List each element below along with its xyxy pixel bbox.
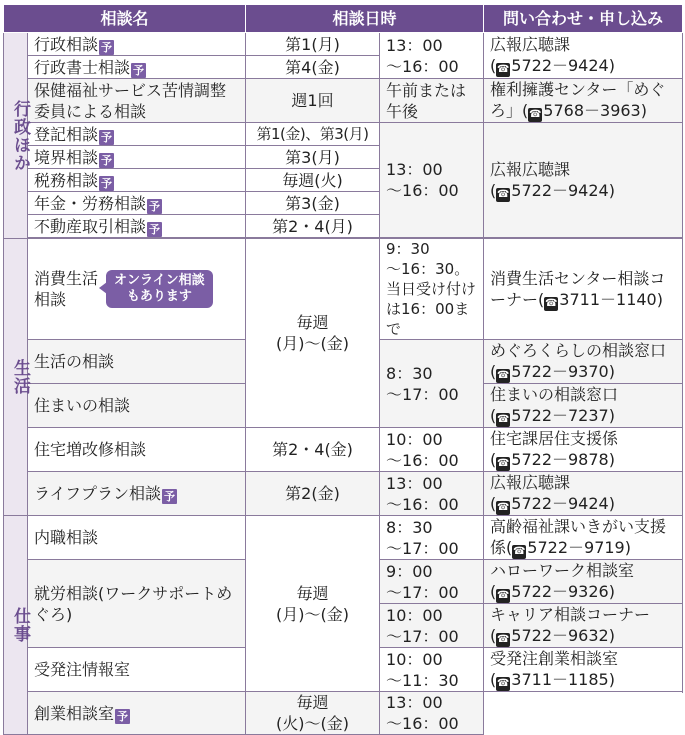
reservation-icon: 予 <box>149 199 161 213</box>
consultation-table <box>3 4 683 735</box>
header-contact: 問い合わせ・申し込み <box>484 5 683 33</box>
time: 8：30 ～17：00 <box>380 340 484 428</box>
consultation-name: 受発注情報室 <box>28 648 246 692</box>
consultation-name: 境界相談 予 <box>28 146 246 169</box>
phone-icon: ☎ <box>497 64 510 75</box>
schedule: 毎週(火) <box>246 169 380 192</box>
online-badge: オンライン相談 もあります <box>106 270 213 308</box>
contact: 広報広聴課 (☎ 5722－9424) <box>484 33 683 79</box>
consultation-name: 住宅増改修相談 <box>28 428 246 472</box>
time: 10：00 ～11：30 <box>380 648 484 692</box>
time: 9：30 ～16：30。 当日受け付け は16：00まで <box>380 239 484 340</box>
contact: 住宅課居住支援係 (☎ 5722－9878) <box>484 428 683 472</box>
time: 13：00 ～16：00 <box>380 692 484 735</box>
schedule: 週1回 <box>246 79 380 123</box>
reservation-icon: 予 <box>164 490 176 503</box>
header-row <box>4 5 683 33</box>
table-row <box>4 692 683 735</box>
consultation-name: 消費生活 相談オンライン相談 もあります <box>28 239 246 340</box>
reservation-icon: 予 <box>149 222 161 236</box>
contact: 受発注創業相談室 (☎ 3711－1185) <box>484 648 683 692</box>
contact: 広報広聴課 (☎ 5722－9424) <box>484 472 683 516</box>
consultation-name: 登記相談 予 <box>28 123 246 146</box>
phone-icon: ☎ <box>497 458 510 469</box>
phone-icon: ☎ <box>529 109 542 120</box>
table-row <box>4 33 683 56</box>
time: 午前または午後 <box>380 79 484 123</box>
contact: ハローワーク相談室 (☎ 5722－9326) <box>484 560 683 604</box>
header-datetime: 相談日時 <box>246 5 484 33</box>
reservation-icon: 予 <box>117 709 129 723</box>
phone-icon: ☎ <box>545 297 558 309</box>
contact: 住まいの相談窓口 (☎ 5722－7237) <box>484 384 683 428</box>
time: 8：30 ～17：00 <box>380 516 484 560</box>
consultation-name: 生活の相談 <box>28 340 246 384</box>
reservation-icon: 予 <box>101 153 113 167</box>
schedule: 第4(金) <box>246 56 380 79</box>
schedule: 第2(金) <box>246 472 380 516</box>
table-row <box>4 239 683 340</box>
phone-icon: ☎ <box>513 546 526 557</box>
table-row <box>4 428 683 472</box>
consultation-name: 税務相談 予 <box>28 169 246 192</box>
contact: キャリア相談コーナー (☎ 5722－9632) <box>484 604 683 648</box>
consultation-name: 内職相談 <box>28 516 246 560</box>
consultation-name: ライフプラン相談 予 <box>28 472 246 516</box>
schedule: 毎週 (月)～(金) <box>246 239 380 428</box>
phone-icon: ☎ <box>497 590 510 601</box>
consultation-name: 年金・労務相談 予 <box>28 192 246 215</box>
schedule: 毎週 (火)～(金) <box>246 692 380 735</box>
consultation-name: 不動産取引相談 予 <box>28 215 246 238</box>
phone-icon: ☎ <box>497 634 510 645</box>
consultation-name: 行政相談 予 <box>28 33 246 56</box>
reservation-icon: 予 <box>101 176 113 190</box>
phone-icon: ☎ <box>497 502 510 513</box>
time: 13：00 ～16：00 <box>380 33 484 79</box>
time: 9：00 ～17：00 <box>380 560 484 604</box>
consultation-name: 就労相談(ワークサポートめぐろ) <box>28 560 246 648</box>
contact: めぐろくらしの相談窓口 (☎ 5722－9370) <box>484 340 683 384</box>
consultation-name: 保健福祉サービス苦情調整委員による相談 <box>28 79 246 123</box>
phone-icon: ☎ <box>497 414 510 425</box>
schedule: 第3(月) <box>246 146 380 169</box>
contact: 消費生活センター相談コーナー(☎ 3711－1140) <box>484 239 683 340</box>
time: 13：00 ～16：00 <box>380 472 484 516</box>
contact: 権利擁護センター「めぐろ」(☎ 5768－3963) <box>484 79 683 123</box>
consultation-name: 創業相談室 予 <box>28 692 246 735</box>
phone-icon: ☎ <box>497 188 510 200</box>
schedule: 第1(月) <box>246 33 380 56</box>
time: 13：00 ～16：00 <box>380 123 484 238</box>
reservation-icon: 予 <box>101 40 113 54</box>
reservation-icon: 予 <box>101 130 113 144</box>
table-row <box>4 472 683 516</box>
time: 10：00 ～17：00 <box>380 604 484 648</box>
table-row <box>4 123 683 146</box>
schedule: 毎週 (月)～(金) <box>246 516 380 692</box>
category-life: 生活 <box>4 239 28 516</box>
header-consultation: 相談名 <box>4 5 246 33</box>
category-admin: 行政ほか <box>4 33 28 239</box>
time: 10：00 ～16：00 <box>380 428 484 472</box>
schedule: 第1(金)、第3(月) <box>246 123 380 146</box>
table-row <box>4 516 683 560</box>
table-row <box>4 79 683 123</box>
consultation-name: 行政書士相談 予 <box>28 56 246 79</box>
contact: 広報広聴課 (☎ 5722－9424) <box>484 123 683 238</box>
contact: 高齢福祉課いきがい支援係(☎ 5722－9719) <box>484 516 683 560</box>
category-work: 仕事 <box>4 516 28 735</box>
reservation-icon: 予 <box>133 63 145 77</box>
schedule: 第2・4(月) <box>246 215 380 238</box>
consultation-name: 住まいの相談 <box>28 384 246 428</box>
phone-icon: ☎ <box>497 678 510 689</box>
phone-icon: ☎ <box>497 370 510 381</box>
schedule: 第3(金) <box>246 192 380 215</box>
schedule: 第2・4(金) <box>246 428 380 472</box>
